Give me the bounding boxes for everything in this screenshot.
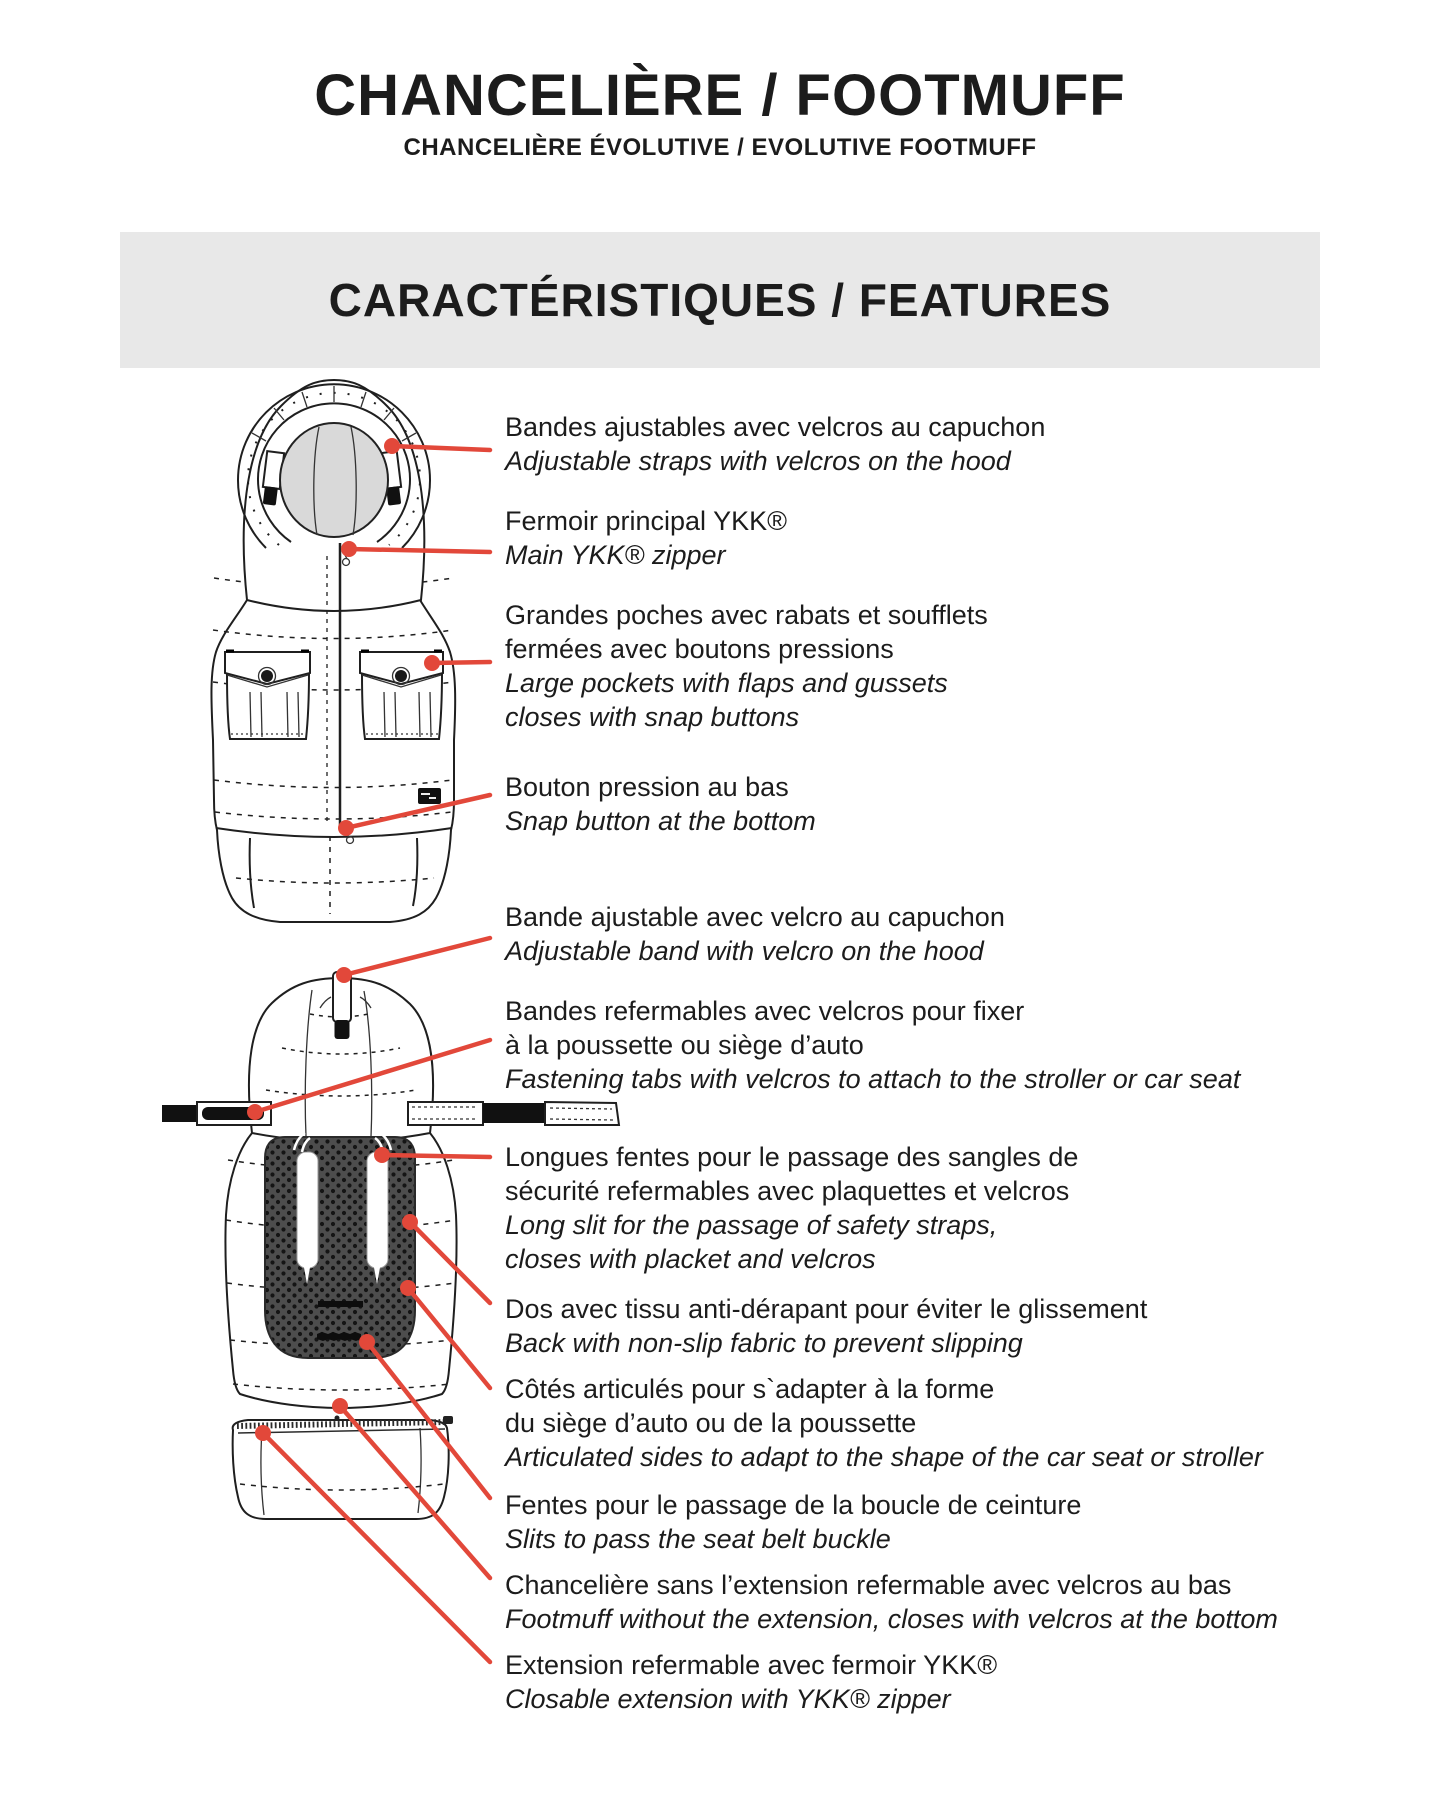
annotation-block-safety-strap-slits bbox=[505, 1140, 1078, 1276]
annotation-block-fastening-tabs bbox=[505, 994, 1240, 1096]
leader-line-5 bbox=[344, 938, 490, 975]
annotation-en: Fastening tabs with velcros to attach to the stroller or car seat bbox=[505, 1064, 1241, 1094]
annotation-fr: Fermoir principal YKK® bbox=[505, 506, 787, 536]
annotation-fr: Dos avec tissu anti-dérapant pour éviter le glissement bbox=[505, 1294, 1148, 1324]
annotation-block-pockets bbox=[505, 598, 988, 734]
annotation-fr: à la poussette ou siège d’auto bbox=[505, 1030, 864, 1060]
annotation-block-adjustable-band bbox=[505, 900, 1005, 968]
extension-zipper-pull bbox=[443, 1416, 453, 1424]
annotation-fr: Longues fentes pour le passage des sangles de bbox=[505, 1142, 1079, 1172]
features-banner-label: CARACTÉRISTIQUES / FEATURES bbox=[328, 274, 1112, 326]
leader-line-7 bbox=[382, 1155, 490, 1157]
annotation-block-main-zipper bbox=[505, 504, 787, 572]
annotation-en: closes with placket and velcros bbox=[505, 1244, 876, 1274]
annotation-dot-icon bbox=[402, 1214, 418, 1230]
annotation-fr: Côtés articulés pour s`adapter à la forme bbox=[505, 1374, 995, 1404]
annotation-en: closes with snap buttons bbox=[505, 702, 800, 732]
annotation-dot-icon bbox=[332, 1398, 348, 1414]
fastening-tab-right bbox=[408, 1102, 619, 1125]
annotation-en: Closable extension with YKK® zipper bbox=[505, 1684, 951, 1714]
annotation-fr: du siège d’auto ou de la poussette bbox=[505, 1408, 917, 1438]
brand-label bbox=[418, 788, 441, 804]
leader-line-3 bbox=[432, 662, 490, 663]
annotation-block-footmuff-without-extension bbox=[505, 1568, 1278, 1636]
non-slip-panel bbox=[265, 1137, 415, 1358]
annotation-dot-icon bbox=[247, 1104, 263, 1120]
annotation-en: Long slit for the passage of safety straps, bbox=[505, 1210, 998, 1240]
annotation-block-adjustable-straps bbox=[505, 410, 1045, 478]
annotation-dot-icon bbox=[384, 438, 400, 454]
annotation-dot-icon bbox=[374, 1147, 390, 1163]
annotation-dot-icon bbox=[424, 655, 440, 671]
annotation-en: Main YKK® zipper bbox=[505, 540, 726, 570]
annotation-fr: Fentes pour le passage de la boucle de ceinture bbox=[505, 1490, 1082, 1520]
annotation-fr: Bande ajustable avec velcro au capuchon bbox=[505, 902, 1005, 932]
annotation-fr: sécurité refermables avec plaquettes et velcros bbox=[505, 1176, 1070, 1206]
pocket-left bbox=[225, 651, 310, 739]
leader-line-2 bbox=[349, 549, 490, 552]
annotation-dot-icon bbox=[400, 1280, 416, 1296]
annotation-fr: Bouton pression au bas bbox=[505, 772, 789, 802]
annotation-en: Adjustable band with velcro on the hood bbox=[505, 936, 984, 966]
page-subtitle: CHANCELIÈRE ÉVOLUTIVE / EVOLUTIVE FOOTMUFF bbox=[403, 134, 1037, 161]
annotation-fr: fermées avec boutons pressions bbox=[505, 634, 894, 664]
annotation-block-non-slip-back bbox=[505, 1292, 1147, 1360]
annotation-dot-icon bbox=[255, 1425, 271, 1441]
annotation-en: Back with non-slip fabric to prevent slipping bbox=[505, 1328, 1023, 1358]
annotation-fr: Extension refermable avec fermoir YKK® bbox=[505, 1650, 998, 1680]
annotation-fr: Grandes poches avec rabats et soufflets bbox=[505, 600, 988, 630]
buckle-slit bbox=[318, 1301, 363, 1307]
annotation-dot-icon bbox=[336, 967, 352, 983]
hood-opening bbox=[280, 423, 388, 537]
annotation-dot-icon bbox=[341, 541, 357, 557]
annotation-dot-icon bbox=[359, 1334, 375, 1350]
annotation-en: Footmuff without the extension, closes with velcros at the bottom bbox=[505, 1604, 1278, 1634]
annotation-fr: Bandes refermables avec velcros pour fixer bbox=[505, 996, 1025, 1026]
annotation-dot-icon bbox=[338, 820, 354, 836]
annotation-block-closable-extension bbox=[505, 1648, 997, 1716]
annotation-en: Slits to pass the seat belt buckle bbox=[505, 1524, 891, 1554]
annotation-fr: Bandes ajustables avec velcros au capuchon bbox=[505, 412, 1046, 442]
annotation-block-snap-button bbox=[505, 770, 816, 838]
annotation-fr: Chancelière sans l’extension refermable avec velcros au bas bbox=[505, 1570, 1232, 1600]
annotation-block-articulated-sides bbox=[505, 1372, 1263, 1474]
annotation-block-buckle-slits bbox=[505, 1488, 1081, 1556]
annotation-en: Snap button at the bottom bbox=[505, 806, 816, 836]
page-title: CHANCELIÈRE / FOOTMUFF bbox=[314, 63, 1126, 128]
annotation-en: Adjustable straps with velcros on the hood bbox=[505, 446, 1011, 476]
annotation-en: Large pockets with flaps and gussets bbox=[505, 668, 948, 698]
footmuff-front-view-drawing bbox=[211, 380, 455, 922]
annotation-en: Articulated sides to adapt to the shape of the car seat or stroller bbox=[505, 1442, 1263, 1472]
